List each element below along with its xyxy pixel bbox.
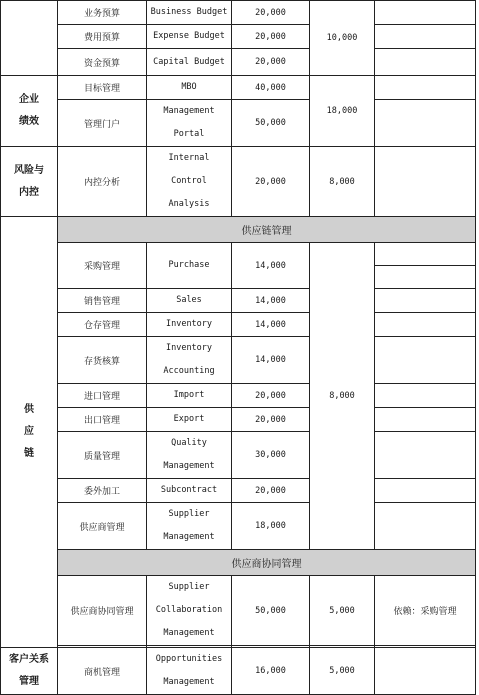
section-header-supply-chain: 供应链管理 xyxy=(58,217,476,243)
note-cell xyxy=(375,384,476,408)
category-performance: 企业 绩效 xyxy=(1,76,58,147)
note-cell xyxy=(375,49,476,76)
module-price: 14,000 xyxy=(232,289,310,313)
note-cell xyxy=(375,408,476,432)
module-name-zh: 进口管理 xyxy=(58,384,147,408)
table-row xyxy=(1,432,476,479)
note-cell xyxy=(375,100,476,147)
module-price: 16,000 xyxy=(232,648,310,695)
module-price: 14,000 xyxy=(232,243,310,289)
module-name-en: Management Portal xyxy=(147,100,232,147)
group-fee: 8,000 xyxy=(310,147,375,217)
module-name-en: Purchase xyxy=(147,243,232,289)
module-name-zh: 销售管理 xyxy=(58,289,147,313)
module-price: 20,000 xyxy=(232,25,310,49)
table-row xyxy=(1,25,476,49)
module-price: 18,000 xyxy=(232,503,310,550)
module-name-zh: 费用预算 xyxy=(58,25,147,49)
module-price: 20,000 xyxy=(232,49,310,76)
module-name-zh: 商机管理 xyxy=(58,648,147,695)
module-name-en: Capital Budget xyxy=(147,49,232,76)
table-row xyxy=(1,550,476,576)
dependency-note: 依赖：采购管理 xyxy=(375,576,476,646)
module-name-zh: 采购管理 xyxy=(58,243,147,289)
module-name-zh: 委外加工 xyxy=(58,479,147,503)
category-supply-chain: 供 应 链 xyxy=(1,217,58,648)
section-header-supplier-collaboration: 供应商协同管理 xyxy=(58,550,476,576)
module-name-en: Quality Management xyxy=(147,432,232,479)
table-row xyxy=(1,408,476,432)
budget-category-cell xyxy=(1,1,58,76)
group-fee: 8,000 xyxy=(310,243,375,550)
table-row xyxy=(1,313,476,337)
note-cell xyxy=(375,648,476,695)
note-cell xyxy=(375,147,476,217)
group-fee: 5,000 xyxy=(310,576,375,646)
module-price: 20,000 xyxy=(232,479,310,503)
table-row xyxy=(1,648,476,695)
module-name-zh: 存货核算 xyxy=(58,337,147,384)
module-name-en: Supplier Collaboration Management xyxy=(147,576,232,646)
module-name-en: Opportunities Management xyxy=(147,648,232,695)
note-cell xyxy=(375,503,476,550)
table-row xyxy=(1,76,476,100)
module-name-en: Business Budget xyxy=(147,1,232,25)
table-row xyxy=(1,479,476,503)
group-fee: 10,000 xyxy=(310,1,375,76)
module-name-en: Internal Control Analysis xyxy=(147,147,232,217)
table-row xyxy=(1,576,476,646)
note-cell xyxy=(375,479,476,503)
group-fee: 5,000 xyxy=(310,648,375,695)
module-price: 14,000 xyxy=(232,313,310,337)
module-name-en: MBO xyxy=(147,76,232,100)
category-crm: 客户关系 管理 xyxy=(1,648,58,695)
module-price: 50,000 xyxy=(232,100,310,147)
table-row xyxy=(1,1,476,25)
note-cell xyxy=(375,313,476,337)
table-row xyxy=(1,243,476,289)
note-cell xyxy=(375,243,476,289)
module-name-zh: 质量管理 xyxy=(58,432,147,479)
group-fee: 18,000 xyxy=(310,76,375,147)
table-row xyxy=(1,147,476,217)
module-name-en: Inventory xyxy=(147,313,232,337)
module-name-zh: 仓存管理 xyxy=(58,313,147,337)
table-row xyxy=(1,384,476,408)
module-name-en: Sales xyxy=(147,289,232,313)
module-price: 20,000 xyxy=(232,408,310,432)
module-price: 30,000 xyxy=(232,432,310,479)
module-price: 14,000 xyxy=(232,337,310,384)
module-price: 40,000 xyxy=(232,76,310,100)
module-name-zh: 供应商管理 xyxy=(58,503,147,550)
module-name-zh: 管理门户 xyxy=(58,100,147,147)
note-cell xyxy=(375,25,476,49)
table-row xyxy=(1,49,476,76)
module-name-en: Expense Budget xyxy=(147,25,232,49)
table-row xyxy=(1,337,476,384)
module-name-en: Export xyxy=(147,408,232,432)
module-name-zh: 内控分析 xyxy=(58,147,147,217)
note-cell xyxy=(375,432,476,479)
table-row xyxy=(1,503,476,550)
note-cell xyxy=(375,1,476,25)
module-price: 20,000 xyxy=(232,147,310,217)
module-name-en: Inventory Accounting xyxy=(147,337,232,384)
module-name-en: Supplier Management xyxy=(147,503,232,550)
category-risk-control: 风险与 内控 xyxy=(1,147,58,217)
table-row xyxy=(1,100,476,147)
table-row xyxy=(1,289,476,313)
module-name-zh: 资金预算 xyxy=(58,49,147,76)
module-price: 20,000 xyxy=(232,384,310,408)
table-row xyxy=(1,217,476,243)
module-name-zh: 供应商协同管理 xyxy=(58,576,147,646)
module-name-zh: 目标管理 xyxy=(58,76,147,100)
module-price: 20,000 xyxy=(232,1,310,25)
module-price: 50,000 xyxy=(232,576,310,646)
module-name-zh: 出口管理 xyxy=(58,408,147,432)
note-cell xyxy=(375,337,476,384)
module-name-zh: 业务预算 xyxy=(58,1,147,25)
note-cell xyxy=(375,76,476,100)
module-name-en: Subcontract xyxy=(147,479,232,503)
note-cell xyxy=(375,289,476,313)
module-name-en: Import xyxy=(147,384,232,408)
